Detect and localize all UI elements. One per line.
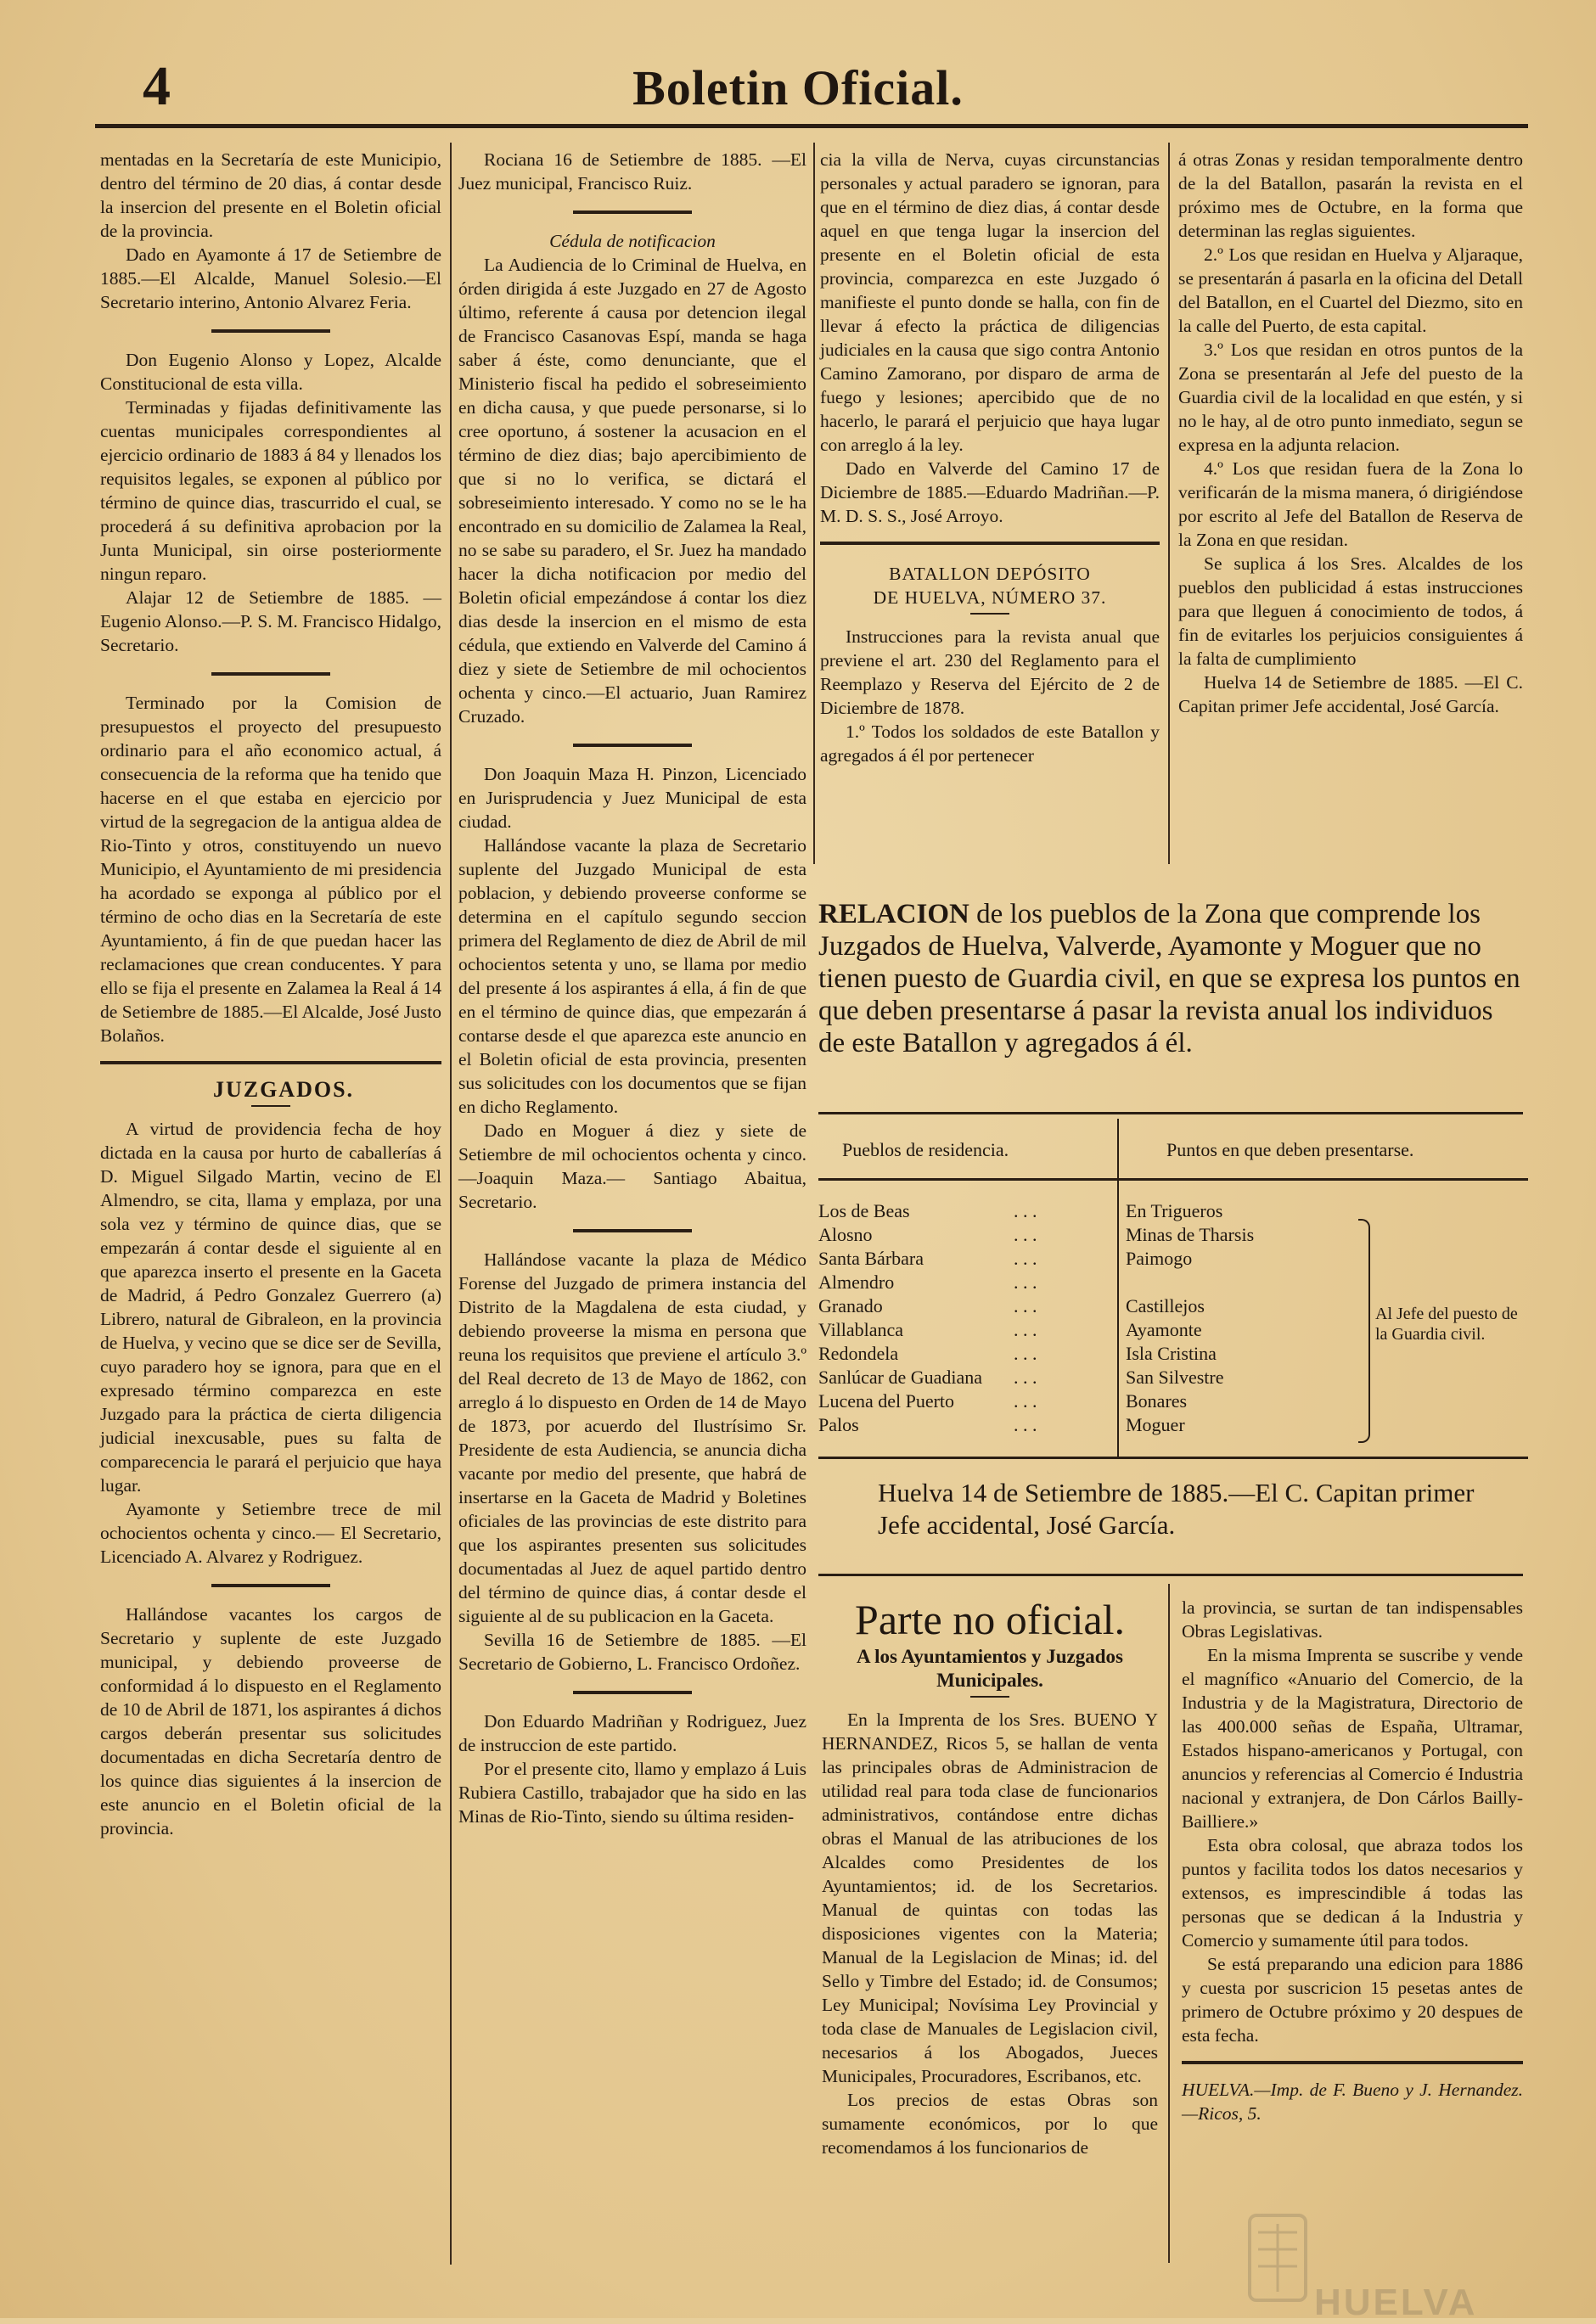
paragraph: Ayamonte y Setiembre trece de mil ochocientos ochenta y cinco.— El Secretario, Licenciado A. Alvarez y Rodriguez. xyxy=(100,1499,441,1567)
column-3 xyxy=(820,148,1160,767)
table-bracket xyxy=(1358,1219,1370,1443)
paragraph: Hallándose vacantes los cargos de Secretario y suplente de este Juzgado municipal, y debiendo proveerse de conformidad á lo dispuesto en el Reglamento de 10 de Abril de 1871, los aspirantes á dichos cargos deberán presentar sus solicitudes documentadas en dicha Secretaría dentro de los quince dias siguientes á la insercion de este anuncio en el Boletin oficial de la provincia. xyxy=(100,1604,441,1838)
paragraph: Sevilla 16 de Setiembre de 1885. —El Secretario de Gobierno, L. Francisco Ordoñez. xyxy=(458,1630,806,1674)
table-cell-pueblo: Alosno xyxy=(818,1224,873,1245)
watermark-text: HUELVA xyxy=(1314,2282,1478,2323)
column-6 xyxy=(1182,1596,1523,2125)
paragraph: la provincia, se surtan de tan indispensables Obras Legislativas. xyxy=(1182,1597,1523,1642)
paragraph: Alajar 12 de Setiembre de 1885. —Eugenio Alonso.—P. S. M. Francisco Hidalgo, Secretario. xyxy=(100,587,441,655)
table-cell-pueblo: Almendro xyxy=(818,1271,895,1293)
leader-dots: . . . xyxy=(1014,1224,1037,1245)
paragraph: Terminadas y fijadas definitivamente las cuentas municipales correspondientes al ejercicio ordinario de 1883 á 84 y llenados los requisitos legales, se exponen al público por término de quince dias, trascurrido el cual, se procederá á su definitiva aprobacion por la Junta Municipal, sin oirse posteriormente ningun reparo. xyxy=(100,397,441,584)
paragraph: Esta obra colosal, que abraza todos los puntos y facilita todos los datos necesarios y extensos, es imprescindible á todas las personas que se dedican á la Industria y Comercio y sumamente útil para todos. xyxy=(1182,1835,1523,1951)
paragraph: Terminado por la Comision de presupuestos el proyecto del presupuesto ordinario para el año economico actual, á consecuencia de la reforma que ha tenido que hacerse en el que estaba en ejercicio por virtud de la segregacion de la antigua aldea de Rio-Tinto y otros, constituyendo un nuevo Municipio, el Ayuntamiento de mi presidencia ha acordado se exponga al público por el término de ocho dias en la Secretaría de este Ayuntamiento, á fin de que puedan hacer las reclamaciones que crean conducentes. Y para ello se fija el presente en Zalamea la Real á 14 de Setiembre de 1885.—El Alcalde, José Justo Bolaños. xyxy=(100,693,441,1046)
leader-dots: . . . xyxy=(1014,1319,1037,1340)
paragraph: Dado en Valverde del Camino 17 de Diciembre de 1885.—Eduardo Madriñan.—P. M. D. S. S., José Arroyo. xyxy=(820,458,1160,526)
leader-dots: . . . xyxy=(1014,1390,1037,1412)
paragraph: Instrucciones para la revista anual que previene el art. 230 del Reglamento para el Reemplazo y Reserva del Ejército de 2 de Diciembre de 1878. xyxy=(820,626,1160,718)
paragraph: Rociana 16 de Setiembre de 1885. —El Juez municipal, Francisco Ruiz. xyxy=(458,149,806,194)
paragraph: mentadas en la Secretaría de este Municipio, dentro del término de 20 dias, á contar desde la insercion del presente en el Boletin oficial de la provincia. xyxy=(100,149,441,241)
paragraph: Por el presente cito, llamo y emplazo á Luis Rubiera Castillo, trabajador que ha sido en las Minas de Rio-Tinto, siendo su última residen- xyxy=(458,1759,806,1827)
header-rule xyxy=(95,124,1528,128)
separator xyxy=(211,672,330,676)
parte-no-oficial xyxy=(822,1594,1158,2159)
paragraph: Hallándose vacante la plaza de Médico Forense del Juzgado de primera instancia del Distrito de la Magdalena de esta ciudad, y debiendo proveerse la misma en persona que reuna los requisitos que previene el artículo 3.º del Real decreto de 13 de Mayo de 1862, con arreglo á lo dispuesto en Orden de 14 de Mayo de 1873, por acuerdo del Ilustrísimo Sr. Presidente de esta Audiencia, se anuncia dicha vacante por medio del presente, que habrá de insertarse en la Gaceta de Madrid y Boletines oficiales de las provincias de este distrito para que los aspirantes presenten sus solicitudes documentadas al Juez de aquel partido dentro del término de quince dias, á contar desde el siguiente al de su publicacion en la Gaceta. xyxy=(458,1249,806,1626)
paragraph: La Audiencia de lo Criminal de Huelva, en órden dirigida á este Juzgado en 27 de Agosto último, referente á causa por detencion ilegal de Francisco Casanovas Espí, manda se haga saber á éste, como denunciante, que el Ministerio fiscal ha pedido el sobreseimiento en dicha causa, y que puede personarse, si lo cree oportuno, á sostener la acusacion en el término de diez dias; bajo apercibimiento de que si no lo verifica, se dictará el sobreseimiento interesado. Y como no se le ha encontrado en su domicilio de Zalamea la Real, no se sabe su paradero, el Sr. Juez ha mandado hacer la dicha notificacion por medio del Boletin oficial empezándose á contar los diez dias desde la insercion en el mismo de esta cédula, que extiendo en Valverde del Camino á diez y siete de Setiembre de mil ochocientos ochenta y cinco.—El actuario, Juan Ramirez Cruzado. xyxy=(458,255,806,727)
paragraph: Don Eduardo Madriñan y Rodriguez, Juez de instruccion de este partido. xyxy=(458,1711,806,1755)
table-cell-pueblo: Sanlúcar de Guadiana xyxy=(818,1367,983,1388)
paragraph: Dado en Ayamonte á 17 de Setiembre de 1885.—El Alcalde, Manuel Solesio.—El Secretario interino, Antonio Alvarez Feria. xyxy=(100,244,441,312)
leader-dots: . . . xyxy=(1014,1295,1037,1316)
table-cell-punto: Minas de Tharsis xyxy=(1126,1224,1255,1245)
leader-dots: . . . xyxy=(1014,1271,1037,1293)
section-subheading: DE HUELVA, NÚMERO 37. xyxy=(873,587,1107,608)
leader-dots: . . . xyxy=(1014,1343,1037,1364)
section-heading: JUZGADOS. xyxy=(212,1077,355,1102)
leader-dots: . . . xyxy=(1014,1367,1037,1388)
table-cell-punto: Paimogo xyxy=(1126,1248,1193,1269)
paragraph: En la misma Imprenta se suscribe y vende el magnífico «Anuario del Comercio, de la Industria y de la Magistratura, Directorio de las 400.000 señas de España, Ultramar, Estados hispano-americanos y Portugal, con anuncios y referencias al Comercio é Industria nacional y extranjera, de Don Cárlos Bailly-Bailliere.» xyxy=(1182,1645,1523,1832)
section-heading: BATALLON DEPÓSITO xyxy=(889,564,1091,584)
column-rule xyxy=(450,143,452,2265)
table-cell-punto: Isla Cristina xyxy=(1126,1343,1217,1364)
relacion-lead: RELACION xyxy=(818,899,969,929)
section-heading: Cédula de notificacion xyxy=(549,231,716,251)
leader-dots: . . . xyxy=(1014,1414,1037,1435)
column-2 xyxy=(458,148,806,1828)
page-title: Boletin Oficial. xyxy=(632,60,964,115)
short-rule xyxy=(970,613,1009,615)
short-rule xyxy=(970,1696,1009,1698)
section-title: Parte no oficial. xyxy=(855,1596,1125,1643)
table-cell-pueblo: Villablanca xyxy=(818,1319,904,1340)
page-number: 4 xyxy=(143,55,171,117)
table-top-rule xyxy=(818,1112,1523,1114)
separator xyxy=(211,329,330,333)
section-rule xyxy=(818,1574,1523,1576)
imprint: HUELVA.—Imp. de F. Bueno y J. Hernandez.—Ricos, 5. xyxy=(1182,2080,1523,2124)
separator xyxy=(100,1061,441,1064)
leader-dots: . . . xyxy=(1014,1248,1037,1269)
paragraph: Los precios de estas Obras son sumamente económicos, por lo que recomendamos á los funcionarios de xyxy=(822,2090,1158,2158)
table-cell-punto: Ayamonte xyxy=(1126,1319,1202,1340)
table-header-rule xyxy=(818,1178,1528,1181)
table-cell-pueblo: Redondela xyxy=(818,1343,899,1364)
paragraph: 3.º Los que residan en otros puntos de la Zona se presentarán al Jefe del puesto de la Guardia civil de la localidad en que estén, y si no le hay, al de otro punto inmediato, segun se expresa en la adjunta relacion. xyxy=(1178,340,1523,455)
paragraph: 1.º Todos los soldados de este Batallon y agregados á él por pertenecer xyxy=(820,721,1160,766)
table-cell-punto: Moguer xyxy=(1126,1414,1185,1435)
table-cell-punto: Castillejos xyxy=(1126,1295,1205,1316)
bracket-note: Al Jefe del puesto de la Guardia civil. xyxy=(1375,1305,1518,1344)
paragraph: En la Imprenta de los Sres. BUENO Y HERNANDEZ, Ricos 5, se hallan de venta las principales obras de Administracion de utilidad real para toda clase de funcionarios administrativos, contándose entre dichas obras el Manual de las atribuciones de los Alcaldes como Presidentes de los Ayuntamientos; id. de los Secretarios. Manual de quintas con todas las disposiciones vigentes con la Materia; Manual de la Legislacion de Minas; id. del Sello y Timbre del Estado; id. de Consumos; Ley Municipal; Novísima Ley Provincial y toda clase de Manuales de Legislacion civil, necesarios á los Abogados, Jueces Municipales, Procuradores, Escribanos, etc. xyxy=(822,1709,1158,2086)
table-bottom-rule xyxy=(818,1457,1528,1459)
relacion-title xyxy=(818,898,1523,1059)
separator xyxy=(573,1229,692,1232)
paragraph: A virtud de providencia fecha de hoy dictada en la causa por hurto de caballerías á D. Miguel Silgado Martin, vecino de El Almendro, se cita, llama y emplaza, por una sola vez y término de quince dias, que se empezarán á contar desde el siguiente al en que aparezca inserto el presente en la Gaceta de Madrid, á Pedro Gonzalez Guerrero (a) Librero, natural de Gibraleon, en la provincia de Huelva, y vecino que se dice ser de Sevilla, cuyo paradero hoy se ignora, para que en el expresado término comparezca en este Juzgado para la práctica de cierta diligencia judicial inexcusable, pues su falta de comparecencia le parará el perjuicio que haya lugar. xyxy=(100,1119,441,1496)
table-cell-pueblo: Los de Beas xyxy=(818,1200,910,1221)
table-cell-punto: Bonares xyxy=(1126,1390,1188,1412)
separator xyxy=(573,211,692,214)
paragraph: cia la villa de Nerva, cuyas circunstancias personales y actual paradero se ignoran, para que en el término de diez dias, á contar desde aquel en que tenga lugar la insercion del presente en el Boletin oficial de esta provincia, comparezca en este Juzgado ó manifieste el punto donde se halla, con fin de llevar á efecto la práctica de diligencias judiciales en la causa que sigo contra Antonio Camino Zamorano, por disparo de arma de fuego y lesiones; apercibido que de no hacerlo, le parará el perjuicio que haya lugar con arreglo á la ley. xyxy=(820,149,1160,455)
separator xyxy=(211,1584,330,1587)
table-header-right: Puntos en que deben presentarse. xyxy=(1166,1139,1414,1160)
paragraph: Hallándose vacante la plaza de Secretario suplente del Juzgado Municipal de esta poblacion, y debiendo proveerse conforme se determina en el capítulo segundo seccion primera del Reglamento de diez de Abril de mil ochocientos setenta y uno, se llama por medio del presente á los aspirantes á ella, á fin de que en el término de quince dias, que empezarán á contarse desde el que aparezca este anuncio en el Boletin oficial de esta provincia, presenten sus solicitudes con los documentos que se fijan en dicho Reglamento. xyxy=(458,835,806,1117)
short-rule xyxy=(251,1105,290,1107)
table-cell-pueblo: Lucena del Puerto xyxy=(818,1390,955,1412)
section-subtitle: A los Ayuntamientos y Juzgados Municipales. xyxy=(857,1646,1123,1691)
paragraph: 2.º Los que residan en Huelva y Aljaraque, se presentarán á pasarla en la oficina del Detall del Batallon, en el Cuartel del Diezmo, sito en la calle del Puerto, de esta capital. xyxy=(1178,244,1523,336)
separator xyxy=(1182,2061,1523,2064)
table-cell-pueblo: Palos xyxy=(818,1414,859,1435)
table-column-rule xyxy=(1117,1119,1119,1458)
relacion-signoff: Huelva 14 de Setiembre de 1885.—El C. Capitan primer Jefe accidental, José García. xyxy=(878,1478,1475,1540)
paragraph: Se está preparando una edicion para 1886 y cuesta por suscricion 15 pesetas antes de primero de Octubre próximo y 20 despues de esta fecha. xyxy=(1182,1954,1523,2046)
column-4 xyxy=(1178,148,1523,718)
table-cell-punto: San Silvestre xyxy=(1126,1367,1224,1388)
paragraph: Don Joaquin Maza H. Pinzon, Licenciado en Jurisprudencia y Juez Municipal de esta ciudad. xyxy=(458,764,806,832)
paragraph: Don Eugenio Alonso y Lopez, Alcalde Constitucional de esta villa. xyxy=(100,350,441,394)
paragraph: Dado en Moguer á diez y siete de Setiembre de mil ochocientos ochenta y cinco.—Joaquin Maza.— Santiago Abaitua, Secretario. xyxy=(458,1120,806,1212)
paragraph: Huelva 14 de Setiembre de 1885. —El C. Capitan primer Jefe accidental, José García. xyxy=(1178,672,1523,716)
table-header-left: Pueblos de residencia. xyxy=(842,1139,1009,1160)
table-cell-pueblo: Santa Bárbara xyxy=(818,1248,924,1269)
separator xyxy=(573,744,692,747)
column-rule xyxy=(813,143,815,864)
column-rule xyxy=(1168,1584,1170,2263)
leader-dots: . . . xyxy=(1014,1200,1037,1221)
separator xyxy=(573,1691,692,1694)
column-rule xyxy=(1168,143,1170,864)
relacion-text: de los pueblos de la Zona que comprende los Juzgados de Huelva, Valverde, Ayamonte y Moguer que no tienen puesto de Guardia civil, en que se expresa los puntos en que deben presentarse á pasar la revista anual los individuos de este Batallon y agregados á él. xyxy=(818,899,1520,1058)
separator xyxy=(820,542,1160,545)
paragraph: á otras Zonas y residan temporalmente dentro de la del Batallon, pasarán la revista en el próximo mes de Octubre, en la forma que determinan las reglas siguientes. xyxy=(1178,149,1523,241)
table-cell-punto: En Trigueros xyxy=(1126,1200,1223,1221)
column-1 xyxy=(100,148,441,1840)
paragraph: 4.º Los que residan fuera de la Zona lo verificarán de la misma manera, ó dirigiéndose por escrito al Jefe del Batallon de Reserva de la Zona en que residan. xyxy=(1178,458,1523,550)
table-cell-pueblo: Granado xyxy=(818,1295,883,1316)
paragraph: Se suplica á los Sres. Alcaldes de los pueblos den publicidad á estas instrucciones para que lleguen á conocimiento de todos, á fin de evitarles los perjuicios consiguientes á la falta de cumplimiento xyxy=(1178,553,1523,669)
